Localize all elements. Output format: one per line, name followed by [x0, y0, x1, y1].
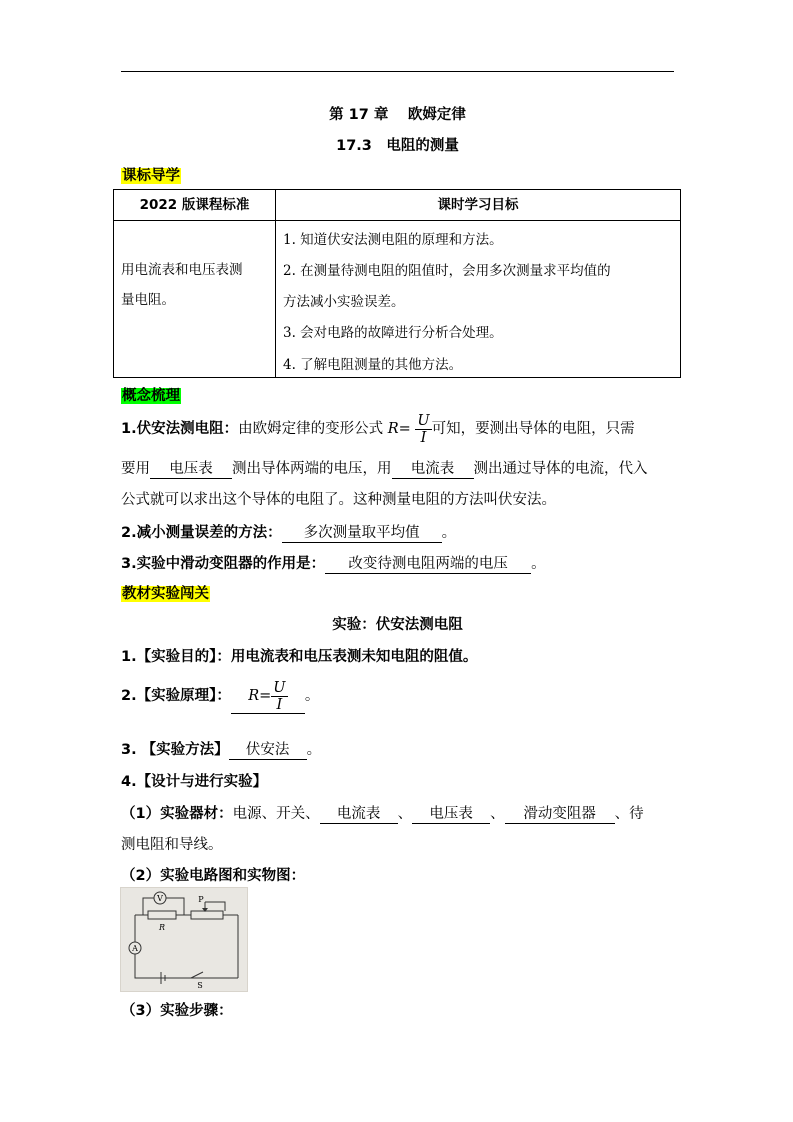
concept-p1-line2 [121, 457, 648, 479]
concept-p3 [121, 552, 546, 574]
principle-r: R [248, 688, 260, 704]
concept-p1-text-b: 可知，要测出导体的电阻，只需 [431, 421, 635, 437]
experiment-sub-1-tail: 、待 [614, 806, 644, 822]
blank-ammeter: 电流表 [392, 457, 474, 479]
circuit-photo [120, 887, 248, 992]
concept-p2 [121, 521, 456, 543]
standard-line-1: 用电流表和电压表测 [121, 262, 243, 278]
experiment-sub-1-head: （1）实验器材： [121, 806, 233, 822]
standard-line-2: 量电阻。 [121, 292, 175, 308]
goal-1: 1. 知道伏安法测电阻的原理和方法。 [283, 232, 503, 248]
blank-equipment-rheostat: 滑动变阻器 [505, 802, 615, 824]
blank-error-method: 多次测量取平均值 [282, 521, 442, 543]
ammeter-label: A [132, 944, 138, 953]
experiment-item-3-head: 3. 【实验方法】 [121, 742, 229, 758]
concept-p1-line1 [121, 412, 635, 446]
experiment-sub-3: （3）实验步骤： [121, 1003, 233, 1019]
principle-fraction [271, 680, 287, 713]
goal-3: 3. 会对电路的故障进行分析合处理。 [283, 325, 503, 341]
experiment-label [121, 582, 210, 603]
header-rule [121, 71, 674, 72]
experiment-title: 实验：伏安法测电阻 [332, 617, 463, 633]
principle-eq: = [259, 688, 272, 704]
experiment-sub-1-sep-2: 、 [490, 806, 505, 822]
experiment-sub-1 [121, 802, 644, 824]
blank-principle-formula [231, 679, 305, 714]
formula-i: I [420, 429, 427, 446]
blank-equipment-voltmeter: 电压表 [412, 802, 490, 824]
goal-2-cont: 方法减小实验误差。 [283, 294, 405, 310]
resistor-label: R [158, 923, 166, 932]
experiment-item-1: 1.【实验目的】：用电流表和电压表测未知电阻的阻值。 [121, 649, 478, 665]
concept-p1-text-a: 由欧姆定律的变形公式 [238, 421, 384, 437]
concept-p3-head: 3.实验中滑动变阻器的作用是： [121, 556, 326, 572]
concept-p2-head: 2.减小测量误差的方法： [121, 525, 282, 541]
formula-u: U [417, 412, 430, 429]
experiment-label-text: 教材实验闯关 [122, 586, 209, 602]
experiment-item-3-end: 。 [306, 742, 322, 758]
experiment-item-4: 4.【设计与进行实验】 [121, 774, 268, 790]
blank-rheostat-role: 改变待测电阻两端的电压 [325, 552, 531, 574]
experiment-item-2-head: 2.【实验原理】： [121, 688, 231, 704]
goal-4: 4. 了解电阻测量的其他方法。 [283, 357, 463, 373]
table-header-goals: 课时学习目标 [276, 190, 681, 221]
experiment-sub-1-line2: 测电阻和导线。 [121, 837, 223, 853]
section-title: 17.3 电阻的测量 [336, 138, 459, 154]
experiment-sub-1-sep-1: 、 [397, 806, 413, 822]
table-header-standard: 2022 版课程标准 [114, 190, 276, 221]
concept-label [121, 384, 181, 405]
principle-u: U [273, 679, 286, 696]
principle-i: I [276, 696, 283, 713]
experiment-item-2 [121, 679, 319, 714]
blank-voltmeter: 电压表 [150, 457, 232, 479]
blank-method: 伏安法 [229, 738, 307, 760]
slider-label: P [198, 895, 204, 904]
formula-r: R [387, 421, 399, 437]
goal-2: 2. 在测量待测电阻的阻值时，会用多次测量求平均值的 [283, 263, 611, 279]
circuit-diagram [121, 888, 247, 991]
concept-p1-line2-c: 测出通过导体的电流，代入 [473, 461, 648, 477]
guide-label-text: 课标导学 [122, 168, 180, 184]
formula-eq: = [398, 421, 411, 437]
concept-p3-end: 。 [531, 556, 546, 572]
concept-p1-line2-b: 测出导体两端的电压，用 [232, 461, 392, 477]
concept-p1-head: 1.伏安法测电阻： [121, 421, 239, 437]
concept-p1-line2-a: 要用 [121, 461, 150, 477]
blank-equipment-ammeter: 电流表 [320, 802, 398, 824]
concept-label-text: 概念梳理 [122, 388, 180, 404]
concept-p1-line3: 公式就可以求出这个导体的电阻了。这种测量电阻的方法叫伏安法。 [121, 492, 556, 508]
formula-fraction [415, 413, 431, 446]
experiment-item-2-end: 。 [304, 688, 320, 704]
experiment-sub-1-text: 电源、开关、 [232, 806, 320, 822]
experiment-item-3 [121, 738, 321, 760]
switch-label: S [197, 981, 203, 990]
experiment-sub-2: （2）实验电路图和实物图： [121, 868, 306, 884]
voltmeter-label: V [157, 894, 163, 903]
guide-label [121, 164, 181, 185]
concept-p2-end: 。 [441, 525, 457, 541]
chapter-title: 第 17 章 欧姆定律 [329, 107, 466, 123]
